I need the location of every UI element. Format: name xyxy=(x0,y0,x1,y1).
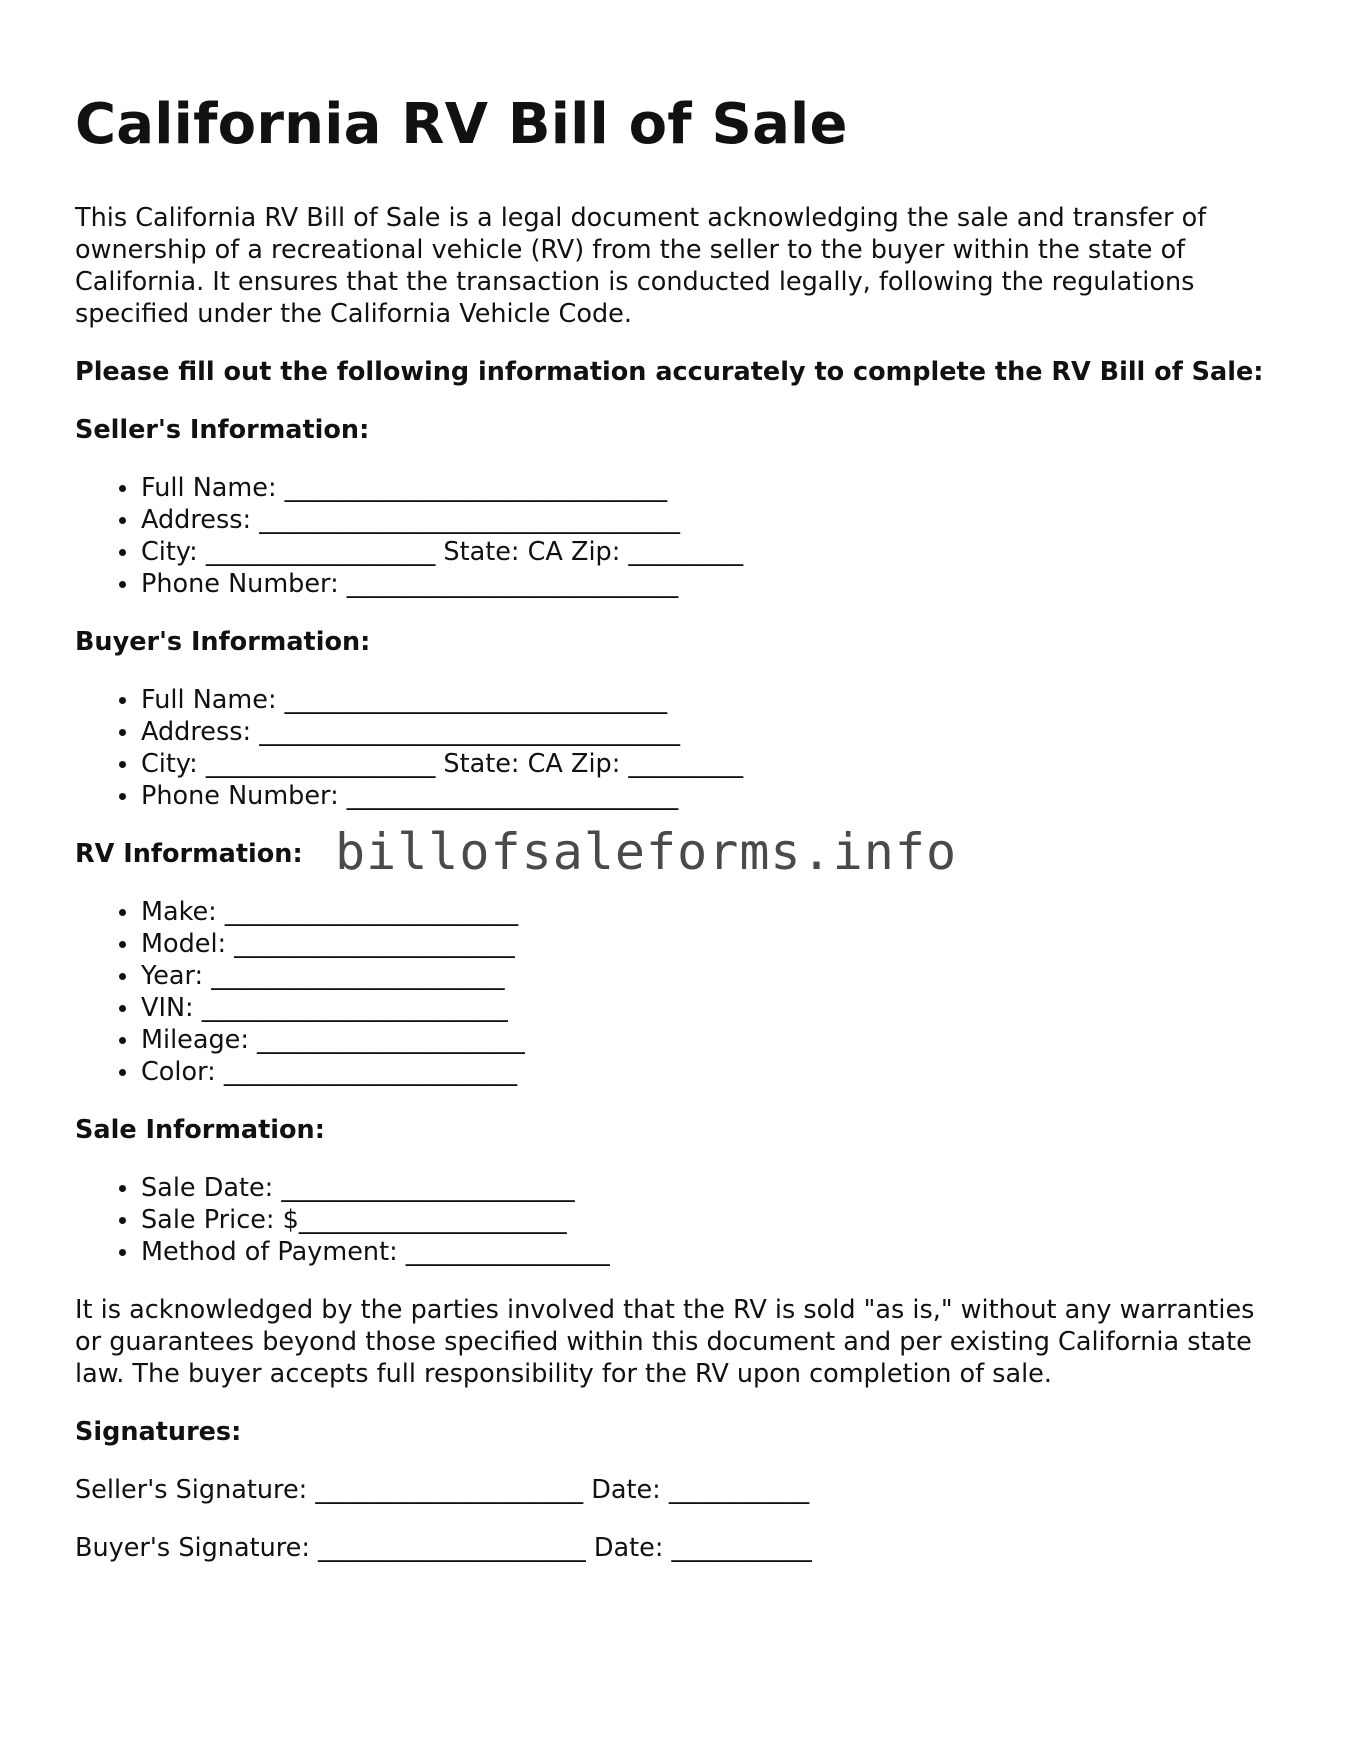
seller-heading: Seller's Information: xyxy=(75,415,370,445)
intro-paragraph: This California RV Bill of Sale is a legal document acknowledging the sale and transfer of ownership of a recreational vehicle (RV) from the seller to the buyer within the state of California. It ensures that the transaction is conducted legally, following the regulations specified under the California Vehicle Code. xyxy=(75,203,1207,329)
acknowledgment-paragraph: It is acknowledged by the parties involved that the RV is sold "as is," without any warranties or guarantees beyond those specified within this document and per existing California state law. The buyer accepts full responsibility for the RV upon completion of sale. xyxy=(75,1295,1255,1389)
buyer-address-field[interactable]: Address: _________________________________ xyxy=(141,716,1290,748)
rv-model-field[interactable]: Model: ______________________ xyxy=(141,928,1290,960)
seller-fields xyxy=(75,472,1290,600)
rv-heading-row xyxy=(75,823,1290,881)
sale-date-field[interactable]: Sale Date: _______________________ xyxy=(141,1172,1290,1204)
sale-fields xyxy=(75,1172,1290,1268)
seller-full-name-field[interactable]: Full Name: ______________________________ xyxy=(141,472,1290,504)
signatures-heading: Signatures: xyxy=(75,1417,242,1447)
rv-heading: RV Information: xyxy=(75,839,303,869)
buyer-phone-field[interactable]: Phone Number: __________________________ xyxy=(141,780,1290,812)
rv-make-field[interactable]: Make: _______________________ xyxy=(141,896,1290,928)
rv-year-field[interactable]: Year: _______________________ xyxy=(141,960,1290,992)
page-title: California RV Bill of Sale xyxy=(75,92,848,157)
document-page xyxy=(75,90,1290,1564)
seller-signature-line[interactable]: Seller's Signature: _____________________ Date: ___________ xyxy=(75,1475,810,1505)
watermark: billofsaleforms.info xyxy=(335,823,958,881)
seller-phone-field[interactable]: Phone Number: __________________________ xyxy=(141,568,1290,600)
buyer-city-state-zip-field[interactable]: City: __________________ State: CA Zip: _________ xyxy=(141,748,1290,780)
sale-heading: Sale Information: xyxy=(75,1115,325,1145)
sale-price-field[interactable]: Sale Price: $_____________________ xyxy=(141,1204,1290,1236)
fill-instructions: Please fill out the following information accurately to complete the RV Bill of Sale: xyxy=(75,357,1264,387)
rv-vin-field[interactable]: VIN: ________________________ xyxy=(141,992,1290,1024)
rv-fields xyxy=(75,896,1290,1088)
seller-city-state-zip-field[interactable]: City: __________________ State: CA Zip: _________ xyxy=(141,536,1290,568)
buyer-fields xyxy=(75,684,1290,812)
rv-color-field[interactable]: Color: _______________________ xyxy=(141,1056,1290,1088)
buyer-signature-line[interactable]: Buyer's Signature: _____________________ Date: ___________ xyxy=(75,1533,812,1563)
seller-address-field[interactable]: Address: _________________________________ xyxy=(141,504,1290,536)
buyer-heading: Buyer's Information: xyxy=(75,627,371,657)
rv-mileage-field[interactable]: Mileage: _____________________ xyxy=(141,1024,1290,1056)
payment-method-field[interactable]: Method of Payment: ________________ xyxy=(141,1236,1290,1268)
buyer-full-name-field[interactable]: Full Name: ______________________________ xyxy=(141,684,1290,716)
